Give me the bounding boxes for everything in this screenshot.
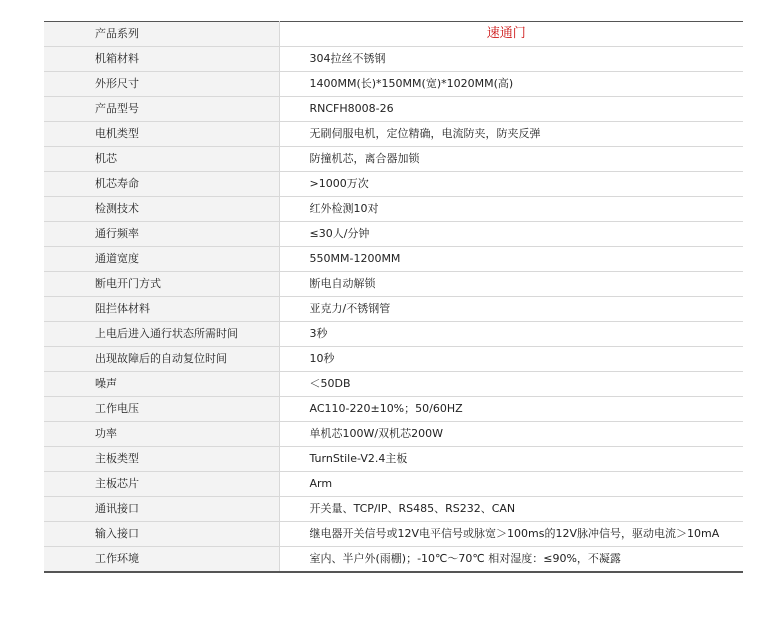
spec-value: RNCFH8008-26 (279, 97, 743, 122)
spec-value: 单机芯100W/双机芯200W (279, 422, 743, 447)
spec-label: 主板芯片 (44, 472, 279, 497)
spec-value: >1000万次 (279, 172, 743, 197)
spec-table (44, 21, 743, 573)
spec-row (44, 472, 743, 497)
spec-label: 通道宽度 (44, 247, 279, 272)
spec-row (44, 272, 743, 297)
spec-row (44, 447, 743, 472)
spec-label: 产品型号 (44, 97, 279, 122)
product-series-title (279, 22, 743, 47)
spec-value: 开关量、TCP/IP、RS485、RS232、CAN (279, 497, 743, 522)
spec-value: 红外检测10对 (279, 197, 743, 222)
spec-row (44, 522, 743, 547)
spec-label: 阻拦体材料 (44, 297, 279, 322)
spec-row (44, 547, 743, 573)
spec-row (44, 47, 743, 72)
spec-table-body (44, 22, 743, 573)
spec-row (44, 172, 743, 197)
spec-value: 室内、半户外(雨棚)；-10℃～70℃ 相对湿度：≤90%，不凝露 (279, 547, 743, 573)
spec-row (44, 247, 743, 272)
spec-row (44, 147, 743, 172)
spec-label: 主板类型 (44, 447, 279, 472)
spec-label: 机芯 (44, 147, 279, 172)
spec-header-row (44, 22, 743, 47)
spec-label: 检测技术 (44, 197, 279, 222)
spec-value: ≤30人/分钟 (279, 222, 743, 247)
spec-row (44, 297, 743, 322)
spec-value: Arm (279, 472, 743, 497)
spec-value: 防撞机芯，离合器加锁 (279, 147, 743, 172)
spec-label: 机箱材料 (44, 47, 279, 72)
spec-label: 通讯接口 (44, 497, 279, 522)
spec-row (44, 197, 743, 222)
spec-row (44, 422, 743, 447)
spec-row (44, 397, 743, 422)
spec-label: 电机类型 (44, 122, 279, 147)
spec-value: 304拉丝不锈钢 (279, 47, 743, 72)
spec-label: 上电后进入通行状态所需时间 (44, 322, 279, 347)
spec-value: 亚克力/不锈钢管 (279, 297, 743, 322)
spec-value: 断电自动解锁 (279, 272, 743, 297)
spec-label: 通行频率 (44, 222, 279, 247)
spec-value: 无刷伺服电机，定位精确，电流防夹，防夹反弹 (279, 122, 743, 147)
spec-value: TurnStile-V2.4主板 (279, 447, 743, 472)
spec-row (44, 72, 743, 97)
spec-label: 外形尺寸 (44, 72, 279, 97)
spec-row (44, 372, 743, 397)
spec-row (44, 122, 743, 147)
spec-label: 断电开门方式 (44, 272, 279, 297)
spec-row (44, 97, 743, 122)
spec-value: 1400MM(长)*150MM(宽)*1020MM(高) (279, 72, 743, 97)
product-series-value: 速通门 (486, 26, 526, 41)
spec-label: 工作环境 (44, 547, 279, 573)
spec-label: 噪声 (44, 372, 279, 397)
spec-value: 10秒 (279, 347, 743, 372)
spec-label: 功率 (44, 422, 279, 447)
spec-row (44, 497, 743, 522)
spec-value: 3秒 (279, 322, 743, 347)
spec-row (44, 347, 743, 372)
spec-value: 550MM-1200MM (279, 247, 743, 272)
spec-value: 继电器开关信号或12V电平信号或脉宽＞100ms的12V脉冲信号，驱动电流＞10mA (279, 522, 743, 547)
spec-label: 机芯寿命 (44, 172, 279, 197)
spec-label: 产品系列 (44, 22, 279, 47)
spec-row (44, 222, 743, 247)
spec-value: ＜50DB (279, 372, 743, 397)
spec-label: 出现故障后的自动复位时间 (44, 347, 279, 372)
spec-row (44, 322, 743, 347)
spec-label: 工作电压 (44, 397, 279, 422)
spec-value: AC110-220±10%；50/60HZ (279, 397, 743, 422)
spec-label: 输入接口 (44, 522, 279, 547)
